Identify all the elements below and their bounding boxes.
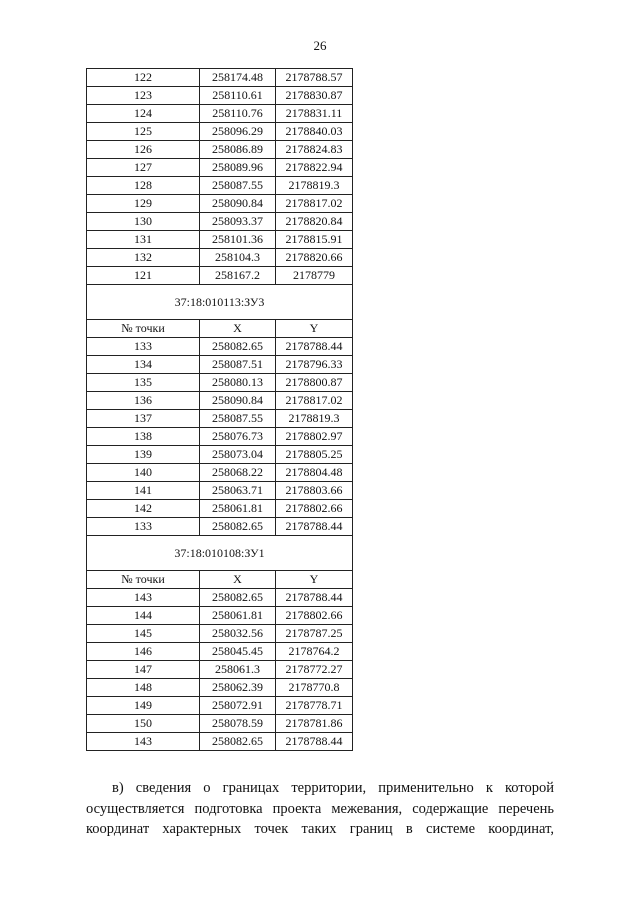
y-coordinate-cell: 2178831.11 xyxy=(276,105,353,123)
table-row xyxy=(87,589,353,607)
x-coordinate-cell: 258110.76 xyxy=(200,105,276,123)
cadastral-section-title: 37:18:010113:ЗУ3 xyxy=(87,285,353,320)
y-coordinate-cell: 2178770.8 xyxy=(276,679,353,697)
table-row xyxy=(87,338,353,356)
point-number-cell: 134 xyxy=(87,356,200,374)
y-coordinate-cell: 2178787.25 xyxy=(276,625,353,643)
paragraph-line: в) сведения о границах территории, применительно к которой xyxy=(112,780,554,796)
x-coordinate-cell: 258082.65 xyxy=(200,518,276,536)
x-coordinate-cell: X xyxy=(200,320,276,338)
table-row xyxy=(87,607,353,625)
point-number-cell: 143 xyxy=(87,589,200,607)
y-coordinate-cell: 2178772.27 xyxy=(276,661,353,679)
x-coordinate-cell: 258082.65 xyxy=(200,589,276,607)
table-row xyxy=(87,625,353,643)
point-number-cell: 132 xyxy=(87,249,200,267)
table-row xyxy=(87,87,353,105)
table-row xyxy=(87,446,353,464)
x-coordinate-cell: 258061.81 xyxy=(200,500,276,518)
x-coordinate-cell: 258076.73 xyxy=(200,428,276,446)
point-number-cell: 143 xyxy=(87,733,200,751)
x-coordinate-cell: 258080.13 xyxy=(200,374,276,392)
y-coordinate-cell: 2178788.57 xyxy=(276,69,353,87)
y-coordinate-cell: 2178817.02 xyxy=(276,392,353,410)
y-coordinate-cell: 2178824.83 xyxy=(276,141,353,159)
x-coordinate-cell: 258089.96 xyxy=(200,159,276,177)
table-row xyxy=(87,374,353,392)
point-number-cell: 123 xyxy=(87,87,200,105)
x-coordinate-cell: 258087.51 xyxy=(200,356,276,374)
point-number-cell: № точки xyxy=(87,571,200,589)
table-row xyxy=(87,697,353,715)
y-coordinate-cell: 2178804.48 xyxy=(276,464,353,482)
point-number-cell: 135 xyxy=(87,374,200,392)
x-coordinate-cell: 258061.3 xyxy=(200,661,276,679)
point-number-cell: 140 xyxy=(87,464,200,482)
y-coordinate-cell: Y xyxy=(276,320,353,338)
y-coordinate-cell: 2178788.44 xyxy=(276,338,353,356)
y-coordinate-cell: 2178803.66 xyxy=(276,482,353,500)
x-coordinate-cell: 258063.71 xyxy=(200,482,276,500)
x-coordinate-cell: 258101.36 xyxy=(200,231,276,249)
table-row xyxy=(87,123,353,141)
y-coordinate-cell: 2178805.25 xyxy=(276,446,353,464)
y-coordinate-cell: 2178819.3 xyxy=(276,177,353,195)
y-coordinate-cell: 2178788.44 xyxy=(276,733,353,751)
y-coordinate-cell: 2178796.33 xyxy=(276,356,353,374)
y-coordinate-cell: 2178817.02 xyxy=(276,195,353,213)
table-row xyxy=(87,518,353,536)
x-coordinate-cell: 258086.89 xyxy=(200,141,276,159)
y-coordinate-cell: 2178764.2 xyxy=(276,643,353,661)
x-coordinate-cell: 258090.84 xyxy=(200,195,276,213)
y-coordinate-cell: 2178800.87 xyxy=(276,374,353,392)
y-coordinate-cell: 2178819.3 xyxy=(276,410,353,428)
x-coordinate-cell: 258174.48 xyxy=(200,69,276,87)
y-coordinate-cell: 2178820.66 xyxy=(276,249,353,267)
point-number-cell: 146 xyxy=(87,643,200,661)
x-coordinate-cell: 258068.22 xyxy=(200,464,276,482)
table-row xyxy=(87,105,353,123)
page-number: 26 xyxy=(313,38,327,53)
table-row xyxy=(87,715,353,733)
y-coordinate-cell: 2178781.86 xyxy=(276,715,353,733)
table-row xyxy=(87,249,353,267)
point-number-cell: 133 xyxy=(87,518,200,536)
point-number-cell: 128 xyxy=(87,177,200,195)
y-coordinate-cell: 2178822.94 xyxy=(276,159,353,177)
point-number-cell: 129 xyxy=(87,195,200,213)
point-number-cell: 150 xyxy=(87,715,200,733)
table-row xyxy=(87,141,353,159)
x-coordinate-cell: 258032.56 xyxy=(200,625,276,643)
x-coordinate-cell: X xyxy=(200,571,276,589)
body-paragraph xyxy=(86,778,554,840)
x-coordinate-cell: 258087.55 xyxy=(200,177,276,195)
x-coordinate-cell: 258110.61 xyxy=(200,87,276,105)
x-coordinate-cell: 258078.59 xyxy=(200,715,276,733)
point-number-cell: 147 xyxy=(87,661,200,679)
y-coordinate-cell: 2178802.66 xyxy=(276,607,353,625)
table-row xyxy=(87,356,353,374)
y-coordinate-cell: 2178820.84 xyxy=(276,213,353,231)
point-number-cell: 148 xyxy=(87,679,200,697)
point-number-cell: 121 xyxy=(87,267,200,285)
table-header-row xyxy=(87,571,353,589)
point-number-cell: 149 xyxy=(87,697,200,715)
table-row xyxy=(87,733,353,751)
coordinates-table xyxy=(86,68,353,751)
point-number-cell: 141 xyxy=(87,482,200,500)
y-coordinate-cell: 2178830.87 xyxy=(276,87,353,105)
x-coordinate-cell: 258090.84 xyxy=(200,392,276,410)
x-coordinate-cell: 258093.37 xyxy=(200,213,276,231)
paragraph-line: координат характерных точек таких границ в системе координат, xyxy=(86,821,554,837)
table-row xyxy=(87,177,353,195)
point-number-cell: 130 xyxy=(87,213,200,231)
table-row xyxy=(87,661,353,679)
y-coordinate-cell: 2178802.97 xyxy=(276,428,353,446)
table-row xyxy=(87,500,353,518)
point-number-cell: № точки xyxy=(87,320,200,338)
section-title-row xyxy=(87,536,353,571)
y-coordinate-cell: 2178802.66 xyxy=(276,500,353,518)
table-row xyxy=(87,392,353,410)
x-coordinate-cell: 258073.04 xyxy=(200,446,276,464)
y-coordinate-cell: 2178778.71 xyxy=(276,697,353,715)
table-row xyxy=(87,69,353,87)
point-number-cell: 133 xyxy=(87,338,200,356)
x-coordinate-cell: 258082.65 xyxy=(200,338,276,356)
point-number-cell: 126 xyxy=(87,141,200,159)
x-coordinate-cell: 258096.29 xyxy=(200,123,276,141)
table-row xyxy=(87,410,353,428)
x-coordinate-cell: 258062.39 xyxy=(200,679,276,697)
x-coordinate-cell: 258082.65 xyxy=(200,733,276,751)
y-coordinate-cell: 2178815.91 xyxy=(276,231,353,249)
table-row xyxy=(87,428,353,446)
y-coordinate-cell: Y xyxy=(276,571,353,589)
table-row xyxy=(87,195,353,213)
table-row xyxy=(87,213,353,231)
y-coordinate-cell: 2178779 xyxy=(276,267,353,285)
y-coordinate-cell: 2178788.44 xyxy=(276,589,353,607)
point-number-cell: 145 xyxy=(87,625,200,643)
x-coordinate-cell: 258104.3 xyxy=(200,249,276,267)
table-row xyxy=(87,231,353,249)
table-row xyxy=(87,159,353,177)
table-header-row xyxy=(87,320,353,338)
section-title-row xyxy=(87,285,353,320)
point-number-cell: 137 xyxy=(87,410,200,428)
table-row xyxy=(87,679,353,697)
point-number-cell: 122 xyxy=(87,69,200,87)
table-row xyxy=(87,267,353,285)
point-number-cell: 136 xyxy=(87,392,200,410)
x-coordinate-cell: 258061.81 xyxy=(200,607,276,625)
table-row xyxy=(87,482,353,500)
x-coordinate-cell: 258167.2 xyxy=(200,267,276,285)
paragraph-line: осуществляется подготовка проекта межевания, содержащие перечень xyxy=(86,800,554,817)
point-number-cell: 142 xyxy=(87,500,200,518)
x-coordinate-cell: 258045.45 xyxy=(200,643,276,661)
point-number-cell: 124 xyxy=(87,105,200,123)
y-coordinate-cell: 2178788.44 xyxy=(276,518,353,536)
y-coordinate-cell: 2178840.03 xyxy=(276,123,353,141)
table-row xyxy=(87,464,353,482)
point-number-cell: 144 xyxy=(87,607,200,625)
point-number-cell: 139 xyxy=(87,446,200,464)
point-number-cell: 127 xyxy=(87,159,200,177)
table-row xyxy=(87,643,353,661)
x-coordinate-cell: 258087.55 xyxy=(200,410,276,428)
x-coordinate-cell: 258072.91 xyxy=(200,697,276,715)
point-number-cell: 138 xyxy=(87,428,200,446)
cadastral-section-title: 37:18:010108:ЗУ1 xyxy=(87,536,353,571)
point-number-cell: 131 xyxy=(87,231,200,249)
point-number-cell: 125 xyxy=(87,123,200,141)
